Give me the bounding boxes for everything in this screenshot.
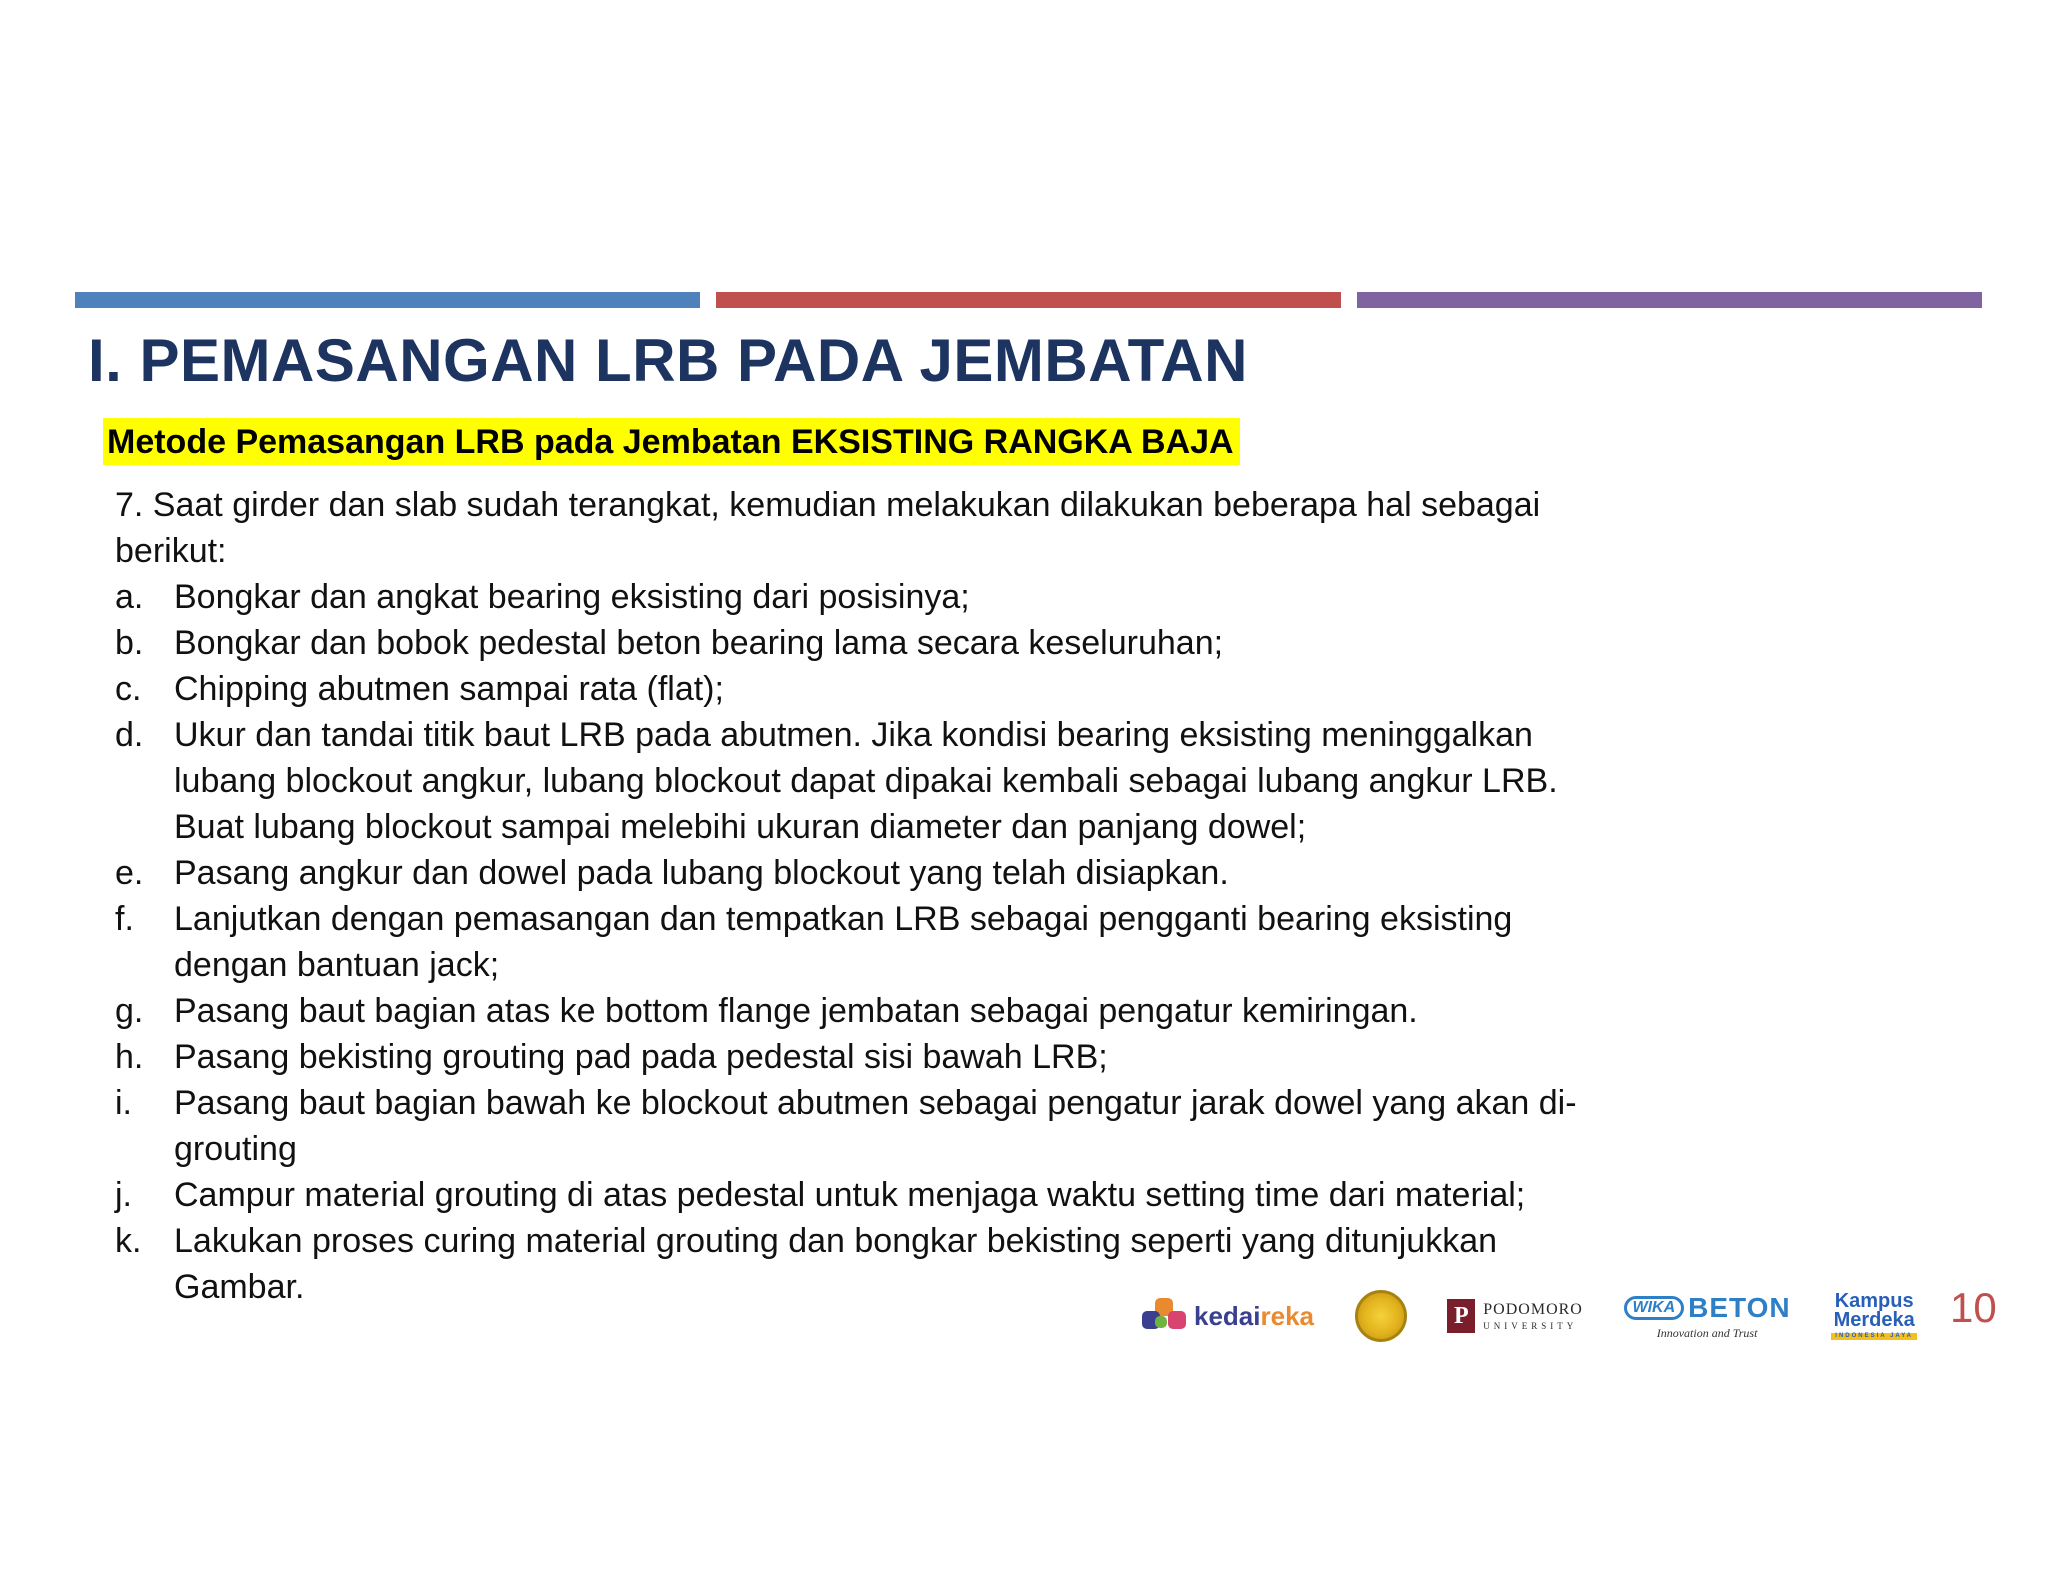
wika-badge: WIKA — [1624, 1296, 1685, 1320]
podomoro-mark-icon: P — [1447, 1299, 1475, 1333]
slide-body — [115, 482, 1635, 1310]
decor-bar-red — [716, 292, 1341, 308]
list-item — [115, 850, 1635, 896]
list-item-marker: f. — [115, 900, 134, 938]
list-item-marker: h. — [115, 1038, 144, 1076]
list-item-marker: k. — [115, 1222, 142, 1260]
podomoro-sub: UNIVERSITY — [1483, 1320, 1578, 1331]
list-item-text: Pasang angkur dan dowel pada lubang blockout yang telah disiapkan. — [174, 854, 1229, 892]
list-item-marker: a. — [115, 578, 144, 616]
list-item — [115, 712, 1635, 850]
university-seal-logo — [1355, 1290, 1407, 1342]
list-item-marker: c. — [115, 670, 142, 708]
partner-logos — [1142, 1280, 1917, 1352]
list-item-marker: b. — [115, 624, 144, 662]
list-item-text: Pasang baut bagian bawah ke blockout abutmen sebagai pengatur jarak dowel yang akan di-grouting — [174, 1084, 1577, 1168]
list-item-text: Bongkar dan angkat bearing eksisting dari posisinya; — [174, 578, 970, 616]
kampus-merdeka-line2: Merdeka — [1833, 1308, 1915, 1331]
list-item — [115, 988, 1635, 1034]
wika-tagline: Innovation and Trust — [1656, 1325, 1758, 1340]
list-item — [115, 1172, 1635, 1218]
kampus-merdeka-line3: INDONESIA JAYA — [1831, 1333, 1917, 1341]
kedaireka-logo-icon — [1142, 1298, 1186, 1334]
list-item-marker: j. — [115, 1176, 132, 1214]
intro-paragraph: 7. Saat girder dan slab sudah terangkat, kemudian melakukan dilakukan beberapa hal sebagai berikut: — [115, 486, 1541, 570]
kedaireka-wordmark: kedaireka — [1194, 1300, 1314, 1331]
list-item-text: Ukur dan tandai titik baut LRB pada abutmen. Jika kondisi bearing eksisting meninggalkan lubang blockout angkur, lubang blockout dapat dipakai kembali sebagai lubang angkur LRB. Buat lubang blockout sampai melebihi ukuran diameter dan panjang dowel; — [174, 716, 1558, 846]
podomoro-university-logo — [1447, 1299, 1583, 1333]
podomoro-name: PODOMORO — [1483, 1300, 1583, 1318]
list-item — [115, 896, 1635, 988]
list-item — [115, 1034, 1635, 1080]
wika-beton-logo — [1624, 1292, 1791, 1341]
decor-bar-blue — [75, 292, 700, 308]
decor-bar-purple — [1357, 292, 1982, 308]
list-item-text: Lakukan proses curing material grouting dan bongkar bekisting seperti yang ditunjukkan Gambar. — [174, 1222, 1498, 1306]
list-item-text: Bongkar dan bobok pedestal beton bearing lama secara keseluruhan; — [174, 624, 1224, 662]
kampus-merdeka-logo — [1831, 1289, 1917, 1341]
kedaireka-logo — [1142, 1298, 1314, 1334]
university-seal-icon — [1355, 1290, 1407, 1342]
list-item-marker: e. — [115, 854, 144, 892]
list-item-marker: g. — [115, 992, 144, 1030]
list-item-text: Pasang baut bagian atas ke bottom flange jembatan sebagai pengatur kemiringan. — [174, 992, 1418, 1030]
list-item — [115, 666, 1635, 712]
list-item — [115, 1080, 1635, 1172]
kampus-merdeka-line1: Kampus — [1834, 1289, 1914, 1312]
list-item-marker: i. — [115, 1084, 132, 1122]
slide-title: I. PEMASANGAN LRB PADA JEMBATAN — [88, 327, 1248, 394]
step-list — [115, 574, 1635, 1310]
page-number: 10 — [1950, 1284, 1997, 1331]
list-item — [115, 574, 1635, 620]
list-item-marker: d. — [115, 716, 144, 754]
list-item-text: Pasang bekisting grouting pad pada pedestal sisi bawah LRB; — [174, 1038, 1108, 1076]
slide-subtitle-highlighted: Metode Pemasangan LRB pada Jembatan EKSISTING RANGKA BAJA — [103, 418, 1240, 465]
wika-beton-wordmark: BETON — [1688, 1291, 1791, 1323]
list-item-text: Chipping abutmen sampai rata (flat); — [174, 670, 724, 708]
list-item-text: Campur material grouting di atas pedestal untuk menjaga waktu setting time dari material; — [174, 1176, 1526, 1214]
list-item-text: Lanjutkan dengan pemasangan dan tempatkan LRB sebagai pengganti bearing eksisting dengan bantuan jack; — [174, 900, 1513, 984]
list-item — [115, 620, 1635, 666]
